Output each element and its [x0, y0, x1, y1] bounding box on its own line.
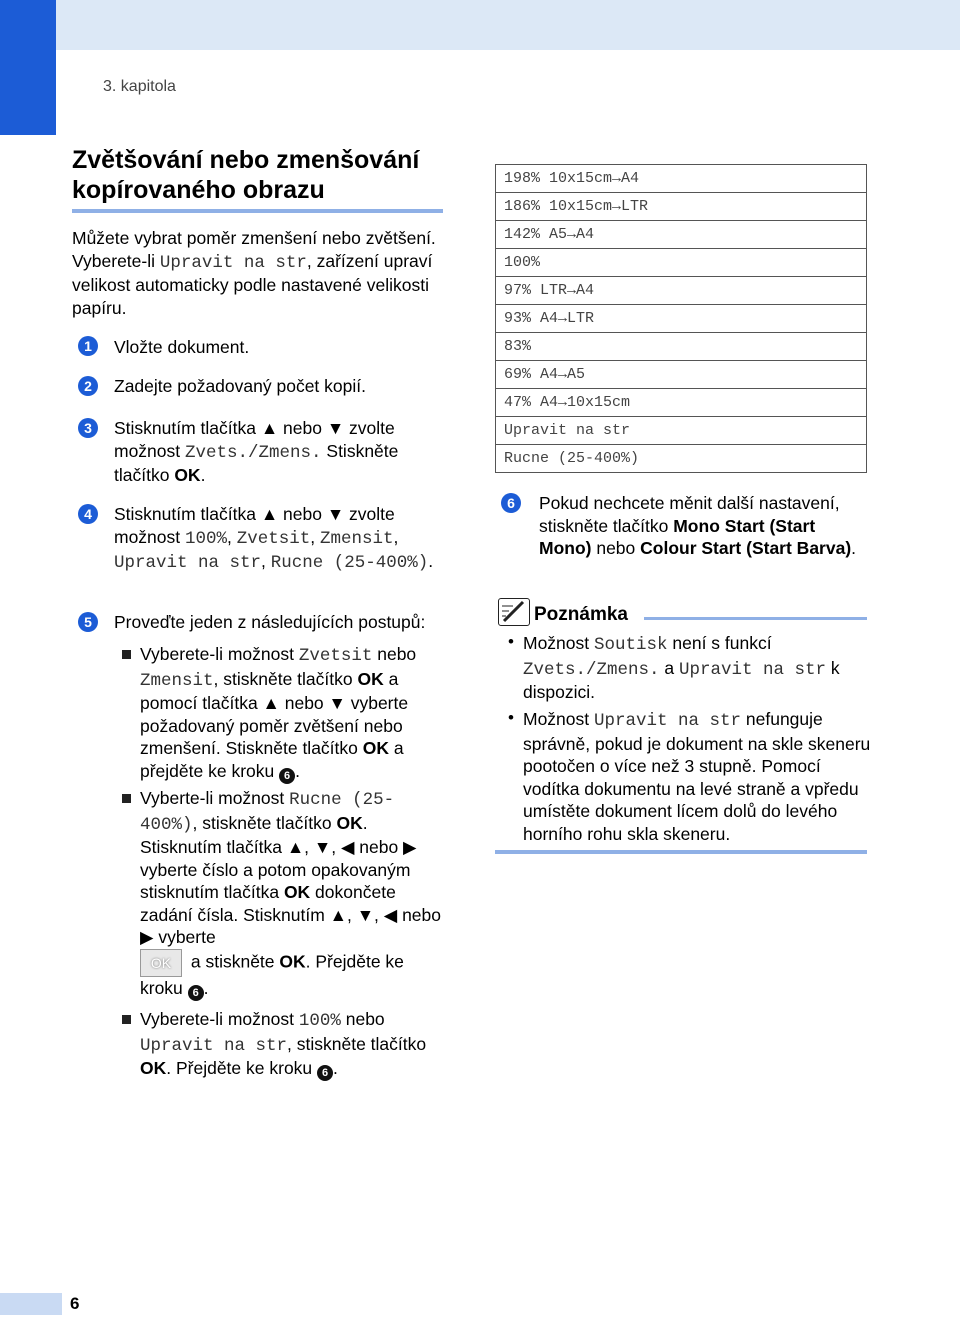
square-bullet — [122, 650, 131, 659]
option-fit-instructions: Vyberete-li možnost 100% nebo Upravit na str, stiskněte tlačítko OK. Přejděte ke kroku 6 . — [140, 1009, 427, 1079]
step-number-5: 5 — [78, 612, 98, 632]
table-row — [496, 445, 867, 473]
table-row — [496, 305, 867, 333]
square-bullet — [122, 1015, 131, 1024]
table-row — [496, 249, 867, 277]
table-cell: 100% — [496, 249, 867, 277]
note-title: Poznámka — [534, 604, 628, 625]
table-cell: 47% A4→10x15cm — [496, 389, 867, 417]
table-cell: 186% 10x15cm→LTR — [496, 193, 867, 221]
table-row — [496, 221, 867, 249]
option-manual-instructions: Vyberte-li možnost Rucne (25-400%), stiskněte tlačítko OK. Stisknutím tlačítka ▲, ▼, ◀ nebo ▶ vyberte číslo a potom opakovaným stisknutím tlačítka OK dokončete zadání čísla. Stisknutím ▲, ▼, ◀ nebo ▶ vyberte OK a stiskněte OK. Přejděte ke kroku 6 . — [140, 788, 442, 999]
header-band — [0, 0, 960, 50]
ok-key-icon: OK — [140, 949, 182, 977]
table-cell: 93% A4→LTR — [496, 305, 867, 333]
table-row — [496, 193, 867, 221]
table-cell: 198% 10x15cm→A4 — [496, 165, 867, 193]
table-row — [496, 165, 867, 193]
bullet-dot: • — [508, 708, 514, 727]
step-number-6: 6 — [501, 493, 521, 513]
chapter-label: 3. kapitola — [103, 78, 176, 95]
step-number-2: 2 — [78, 376, 98, 396]
note-item: Možnost Soutisk není s funkcí Zvets./Zmens. a Upravit na str k dispozici. — [523, 633, 840, 702]
table-cell: Rucne (25-400%) — [496, 445, 867, 473]
page-tab — [0, 1293, 62, 1315]
step-1-text: Vložte dokument. — [114, 337, 250, 357]
note-rule-bottom — [495, 850, 867, 854]
table-row — [496, 361, 867, 389]
table-row — [496, 417, 867, 445]
step-number-3: 3 — [78, 418, 98, 438]
step-number-1: 1 — [78, 336, 98, 356]
step-number-4: 4 — [78, 504, 98, 524]
table-row — [496, 277, 867, 305]
page-number: 6 — [70, 1294, 80, 1313]
table-cell: 142% A5→A4 — [496, 221, 867, 249]
note-rule — [644, 617, 867, 620]
table-row — [496, 389, 867, 417]
option-zoom-instructions: Vyberete-li možnost Zvetsit nebo Zmensit, stiskněte tlačítko OK a pomocí tlačítka ▲ nebo ▼ vyberte požadovaný poměr zvětšení nebo zmenšení. Stiskněte tlačítko OK a přejděte ke kroku 6 . — [140, 644, 417, 782]
chapter-tab — [0, 0, 56, 135]
table-cell: 97% LTR→A4 — [496, 277, 867, 305]
table-cell: 69% A4→A5 — [496, 361, 867, 389]
table-cell: Upravit na str — [496, 417, 867, 445]
heading-rule — [72, 209, 443, 213]
intro-paragraph: Můžete vybrat poměr zmenšení nebo zvětšení. Vyberete-li Upravit na str, zařízení upraví velikost automaticky podle nastavené velikosti papíru. — [72, 228, 436, 318]
step-4-text: Stisknutím tlačítka ▲ nebo ▼ zvolte možnost 100%, Zvetsit, Zmensit, Upravit na str, Rucne (25-400%). — [114, 504, 434, 573]
step-6-text: Pokud nechcete měnit další nastavení, stiskněte tlačítko Mono Start (Start Mono) nebo Colour Start (Start Barva). — [539, 493, 857, 558]
step-2-text: Zadejte požadovaný počet kopií. — [114, 376, 366, 396]
step-5-text: Proveďte jeden z následujících postupů: — [114, 612, 426, 632]
square-bullet — [122, 794, 131, 803]
step-3-text: Stisknutím tlačítka ▲ nebo ▼ zvolte možnost Zvets./Zmens. Stiskněte tlačítko OK. — [114, 418, 399, 485]
section-heading: Zvětšování nebo zmenšování kopírovaného obrazu — [72, 146, 420, 204]
ratio-options-table — [495, 164, 867, 473]
note-item: Možnost Upravit na str nefunguje správně, pokud je dokument na skle skeneru pootočen o více než 3 stupně. Pomocí vodítka dokumentu na levé straně a vpředu umístěte dokument lícem dolů do levého horního rohu skla skeneru. — [523, 709, 871, 844]
table-cell: 83% — [496, 333, 867, 361]
bullet-dot: • — [508, 632, 514, 651]
note-pencil-icon — [498, 598, 530, 626]
table-row — [496, 333, 867, 361]
